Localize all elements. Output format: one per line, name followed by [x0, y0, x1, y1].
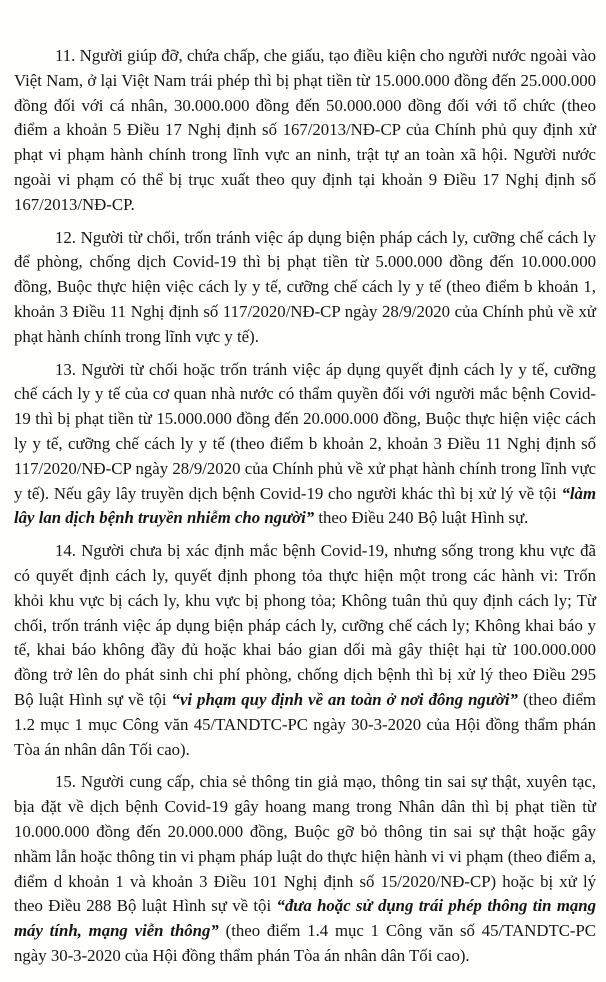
paragraph-14 — [14, 539, 596, 762]
text-run: 14. Người chưa bị xác định mắc bệnh Covid-19, nhưng sống trong khu vực đã có quyết định cách ly, quyết định phong tỏa thực hiện một trong các hành vi: Trốn khỏi khu vực bị cách ly, khu vực bị phong tỏa; Không tuân thủ quy định cách ly; Từ chối, trốn tránh việc áp dụng biện pháp cách ly, cưỡng chế cách ly; Không khai báo y tế, khai báo không đầy đủ hoặc khai báo gian dối mà gây thiệt hại từ 100.000.000 đồng trở lên do phát sinh chi phí phòng, chống dịch bệnh thì bị xử lý theo Điều 295 Bộ luật Hình sự về tội — [14, 541, 596, 709]
document-body — [14, 44, 596, 969]
emphasized-offense-phrase: “làm lây lan dịch bệnh truyền nhiễm cho người” — [14, 483, 596, 528]
paragraph-13 — [14, 358, 596, 532]
text-run: 13. Người từ chối hoặc trốn tránh việc áp dụng quyết định cách ly y tế, cưỡng chế cách ly y tế của cơ quan nhà nước có thẩm quyền đối với người mắc bệnh Covid-19 thì bị phạt tiền từ 15.000.000 đồng đến 20.000.000 đồng, Buộc thực hiện việc cách ly y tế, cưỡng chế cách ly y tế (theo điểm b khoản 2, khoản 3 Điều 11 Nghị định số 117/2020/NĐ-CP ngày 28/9/2020 của Chính phủ về xử phạt hành chính trong lĩnh vực y tế). Nếu gây lây truyền dịch bệnh Covid-19 cho người khác thì bị xử lý về tội — [14, 359, 596, 503]
paragraph-15 — [14, 770, 596, 968]
text-run: 11. Người giúp đỡ, chứa chấp, che giấu, tạo điều kiện cho người nước ngoài vào Việt Nam, ở lại Việt Nam trái phép thì bị phạt tiền từ 15.000.000 đồng đến 25.000.000 đồng đối với cá nhân, 30.000.000 đồng đến 50.000.000 đồng đối với tổ chức (theo điểm a khoản 5 Điều 17 Nghị định số 167/2013/NĐ-CP của Chính phủ quy định xử phạt vi phạm hành chính trong lĩnh vực an ninh, trật tự an toàn xã hội. Người nước ngoài vi phạm có thể bị trục xuất theo quy định tại khoản 9 Điều 17 Nghị định số 167/2013/NĐ-CP. — [14, 46, 596, 214]
text-run: 12. Người từ chối, trốn tránh việc áp dụng biện pháp cách ly, cưỡng chế cách ly để phòng, chống dịch Covid-19 thì bị phạt tiền từ 5.000.000 đồng đến 10.000.000 đồng, Buộc thực hiện việc cách ly y tế, cưỡng chế cách ly y tế (theo điểm b khoản 1, khoản 3 Điều 11 Nghị định số 117/2020/NĐ-CP ngày 28/9/2020 của Chính phủ về xử phạt hành chính trong lĩnh vực y tế). — [14, 227, 596, 346]
text-run: theo Điều 240 Bộ luật Hình sự. — [314, 508, 529, 528]
emphasized-offense-phrase: “đưa hoặc sử dụng trái phép thông tin mạng máy tính, mạng viễn thông” — [14, 896, 596, 941]
text-run: 15. Người cung cấp, chia sẻ thông tin giả mạo, thông tin sai sự thật, xuyên tạc, bịa đặt về dịch bệnh Covid-19 gây hoang mang trong Nhân dân thì bị phạt tiền từ 10.000.000 đồng đến 20.000.000 đồng, Buộc gỡ bỏ thông tin sai sự thật hoặc gây nhầm lẫn hoặc thông tin vi phạm pháp luật do thực hiện hành vi vi phạm (theo điểm a, điểm d khoản 1 và khoản 3 Điều 101 Nghị định số 15/2020/NĐ-CP) hoặc bị xử lý theo Điều 288 Bộ luật Hình sự về tội — [14, 772, 596, 916]
paragraph-12 — [14, 226, 596, 350]
text-run: (theo điểm 1.4 mục 1 Công văn số 45/TANDTC-PC ngày 30-3-2020 của Hội đồng thẩm phán Tòa án nhân dân Tối cao). — [14, 921, 596, 965]
emphasized-offense-phrase: “vi phạm quy định về an toàn ở nơi đông người” — [171, 689, 518, 709]
text-run: (theo điểm 1.2 mục 1 mục Công văn 45/TANDTC-PC ngày 30-3-2020 của Hội đồng thẩm phán Tòa án nhân dân Tối cao). — [14, 689, 596, 759]
paragraph-11 — [14, 44, 596, 218]
